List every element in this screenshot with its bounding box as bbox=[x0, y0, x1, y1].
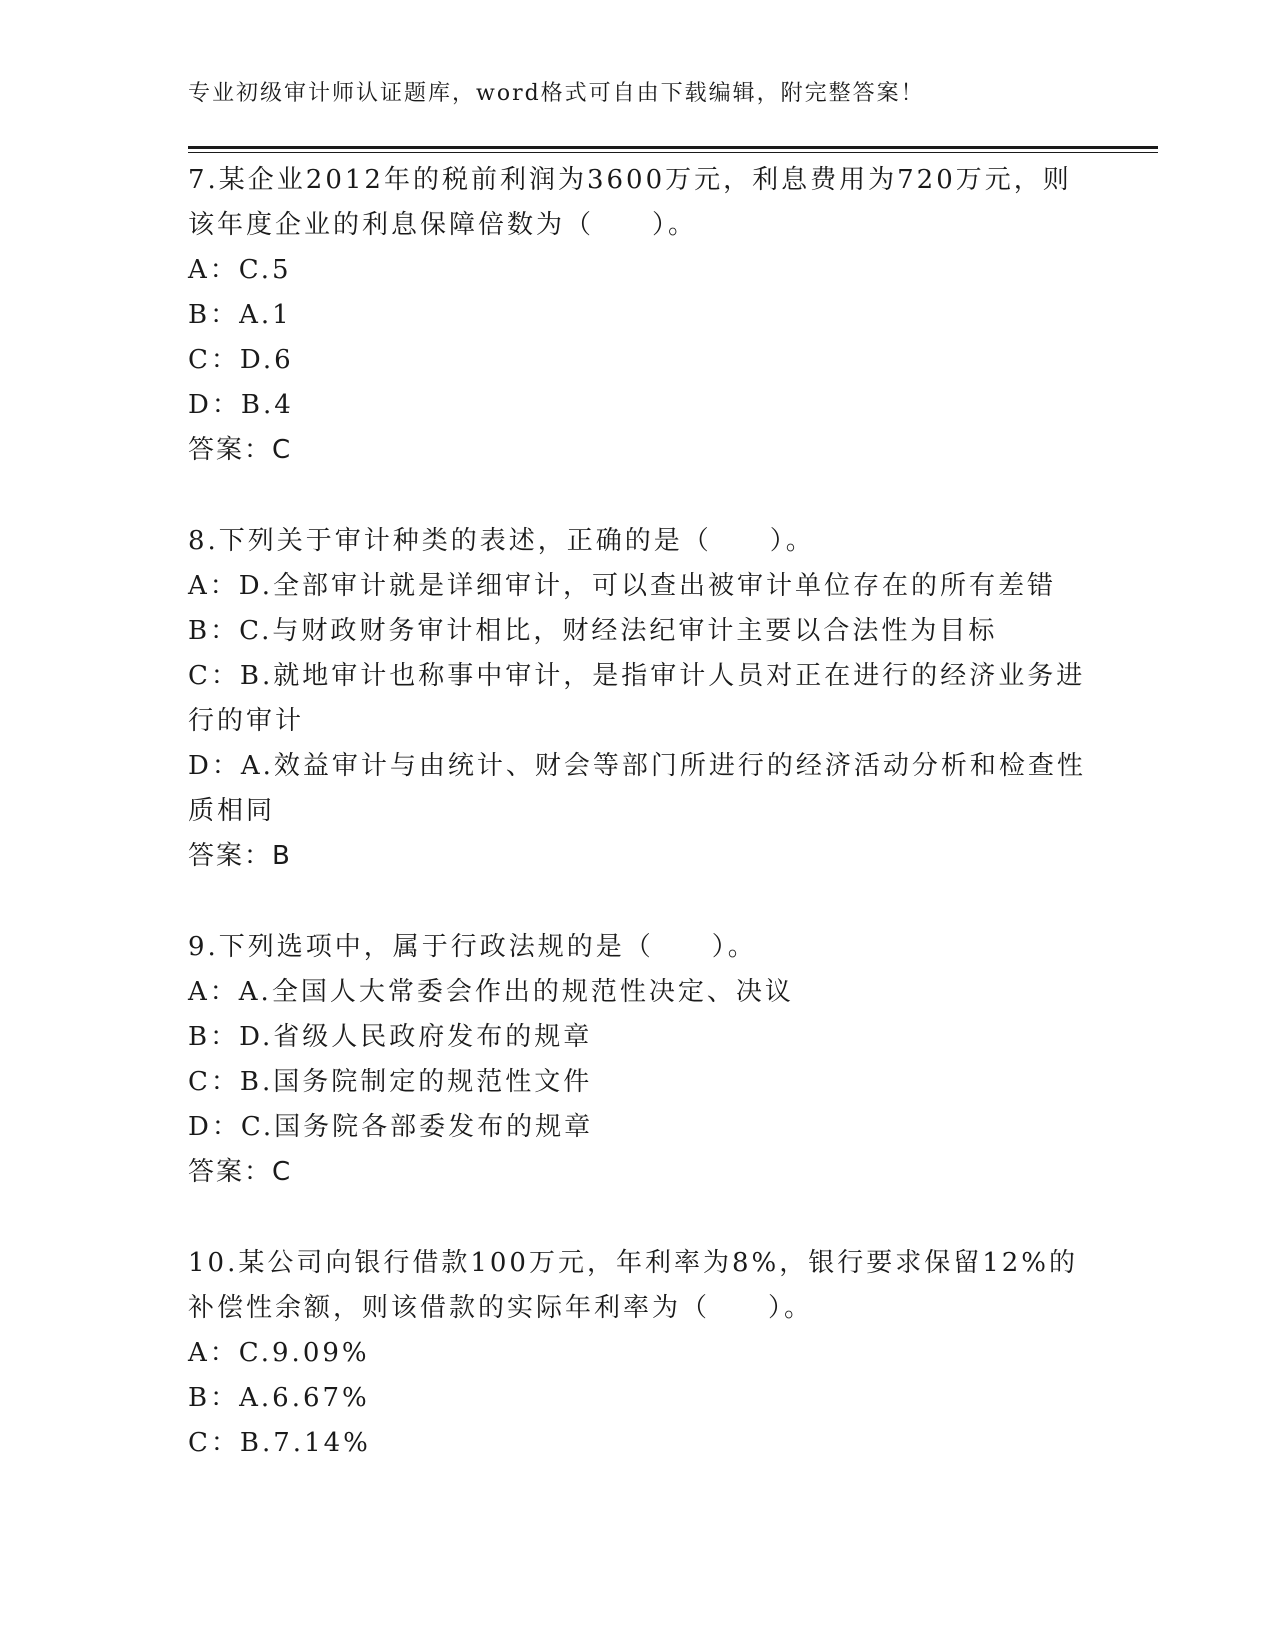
option-c: C：B.就地审计也称事中审计，是指审计人员对正在进行的经济业务进行的审计 bbox=[188, 661, 1086, 736]
option-b: B：A.1 bbox=[188, 300, 292, 330]
header-rule-thin bbox=[188, 152, 1158, 153]
question-9 bbox=[188, 925, 1088, 1195]
option-a: A：D.全部审计就是详细审计，可以查出被审计单位存在的所有差错 bbox=[188, 571, 1056, 601]
option-b: B：D.省级人民政府发布的规章 bbox=[188, 1022, 593, 1052]
question-stem: 9.下列选项中，属于行政法规的是（ ）。 bbox=[188, 932, 757, 962]
option-d: D：B.4 bbox=[188, 390, 294, 420]
answer-line: 答案：C bbox=[188, 435, 293, 465]
question-list bbox=[188, 158, 1088, 1512]
question-7 bbox=[188, 158, 1088, 473]
option-a: A：C.5 bbox=[188, 255, 292, 285]
page-header: 专业初级审计师认证题库，word格式可自由下载编辑，附完整答案！ bbox=[188, 81, 925, 106]
option-b: B：A.6.67% bbox=[188, 1383, 370, 1413]
option-d: D：C.国务院各部委发布的规章 bbox=[188, 1112, 594, 1142]
question-stem: 7.某企业2012年的税前利润为3600万元，利息费用为720万元，则该年度企业的利息保障倍数为（ ）。 bbox=[188, 165, 1072, 240]
answer-line: 答案：C bbox=[188, 1157, 293, 1187]
question-stem: 10.某公司向银行借款100万元，年利率为8%，银行要求保留12%的补偿性余额，则该借款的实际年利率为（ ）。 bbox=[188, 1248, 1079, 1323]
option-d: D：A.效益审计与由统计、财会等部门所进行的经济活动分析和检查性质相同 bbox=[188, 751, 1086, 826]
option-c: C：B.7.14% bbox=[188, 1428, 371, 1458]
question-10 bbox=[188, 1241, 1088, 1466]
option-b: B：C.与财政财务审计相比，财经法纪审计主要以合法性为目标 bbox=[188, 616, 998, 646]
answer-line: 答案：B bbox=[188, 841, 292, 871]
option-c: C：D.6 bbox=[188, 345, 294, 375]
header-rule-thick bbox=[188, 146, 1158, 149]
question-8 bbox=[188, 519, 1088, 879]
option-a: A：A.全国人大常委会作出的规范性决定、决议 bbox=[188, 977, 794, 1007]
question-stem: 8.下列关于审计种类的表述，正确的是（ ）。 bbox=[188, 526, 815, 556]
option-c: C：B.国务院制定的规范性文件 bbox=[188, 1067, 593, 1097]
option-a: A：C.9.09% bbox=[188, 1338, 370, 1368]
